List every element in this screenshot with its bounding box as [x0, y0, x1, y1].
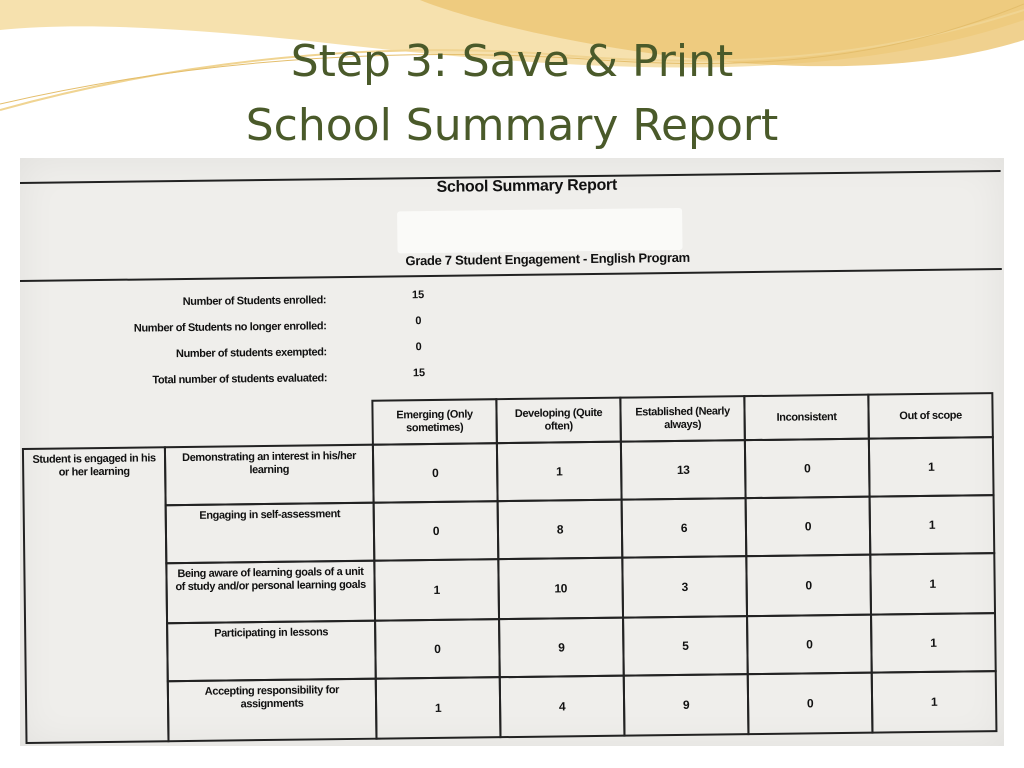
table-cell: 0 — [372, 442, 499, 504]
table-cell: 1 — [871, 670, 998, 734]
stat-value-no-longer-enrolled: 0 — [415, 315, 422, 328]
stat-value-exempted: 0 — [415, 341, 422, 354]
report-subtitle: Grade 7 Student Engagement - English Program — [405, 249, 690, 269]
table-cell: 1 — [869, 494, 996, 556]
table-cell: 9 — [498, 617, 625, 679]
table-cell: 10 — [497, 557, 624, 621]
table-cell: 3 — [621, 555, 748, 619]
table-cell: 0 — [374, 618, 501, 680]
table-cell: 9 — [623, 673, 750, 737]
redacted-area — [397, 208, 682, 253]
category-label: Student is engaged in his or her learning — [22, 446, 170, 744]
table-cell: 13 — [620, 439, 747, 501]
row-label: Engaging in self-assessment — [165, 502, 376, 565]
header-rule — [20, 268, 1002, 282]
stat-value-enrolled: 15 — [411, 289, 425, 302]
row-label: Being aware of learning goals of a unit of study and/or personal learning goals — [165, 560, 376, 625]
table-cell: 1 — [868, 436, 995, 498]
table-cell: 0 — [373, 500, 500, 562]
row-label: Participating in lessons — [166, 620, 377, 683]
column-header-emerging: Emerging (Only sometimes) — [371, 398, 498, 446]
table-cell: 1 — [869, 552, 996, 616]
column-header-developing: Developing (Quite often) — [495, 397, 622, 445]
table-cell: 1 — [373, 558, 500, 622]
column-header-out-of-scope: Out of scope — [867, 392, 994, 440]
row-label: Demonstrating an interest in his/her learning — [164, 444, 375, 507]
scanned-report — [20, 158, 1004, 746]
table-cell: 1 — [870, 612, 997, 674]
stat-label-exempted: Number of students exempted: — [175, 346, 327, 361]
slide-title — [0, 30, 1024, 158]
stat-value-total-evaluated: 15 — [412, 367, 426, 380]
column-header-inconsistent: Inconsistent — [743, 394, 870, 442]
table-cell: 1 — [375, 676, 502, 740]
table-cell: 5 — [622, 615, 749, 677]
row-label: Accepting responsibility for assignments — [167, 678, 378, 743]
table-cell: 6 — [621, 497, 748, 559]
table-cell: 0 — [744, 438, 871, 500]
slide-title-line-1: Step 3: Save & Print — [290, 36, 734, 87]
stat-label-enrolled: Number of Students enrolled: — [182, 294, 327, 309]
table-cell: 8 — [497, 499, 624, 561]
table-cell: 0 — [747, 672, 874, 736]
table-cell: 0 — [746, 614, 873, 676]
stat-label-no-longer-enrolled: Number of Students no longer enrolled: — [133, 320, 327, 335]
slide-title-line-2: School Summary Report — [245, 100, 779, 151]
column-header-established: Established (Nearly always) — [619, 395, 746, 443]
stat-label-total-evaluated: Total number of students evaluated: — [152, 372, 328, 387]
table-cell: 0 — [745, 554, 872, 618]
table-cell: 0 — [745, 496, 872, 558]
table-cell: 4 — [499, 675, 626, 739]
table-cell: 1 — [496, 441, 623, 503]
report-title: School Summary Report — [436, 176, 618, 196]
